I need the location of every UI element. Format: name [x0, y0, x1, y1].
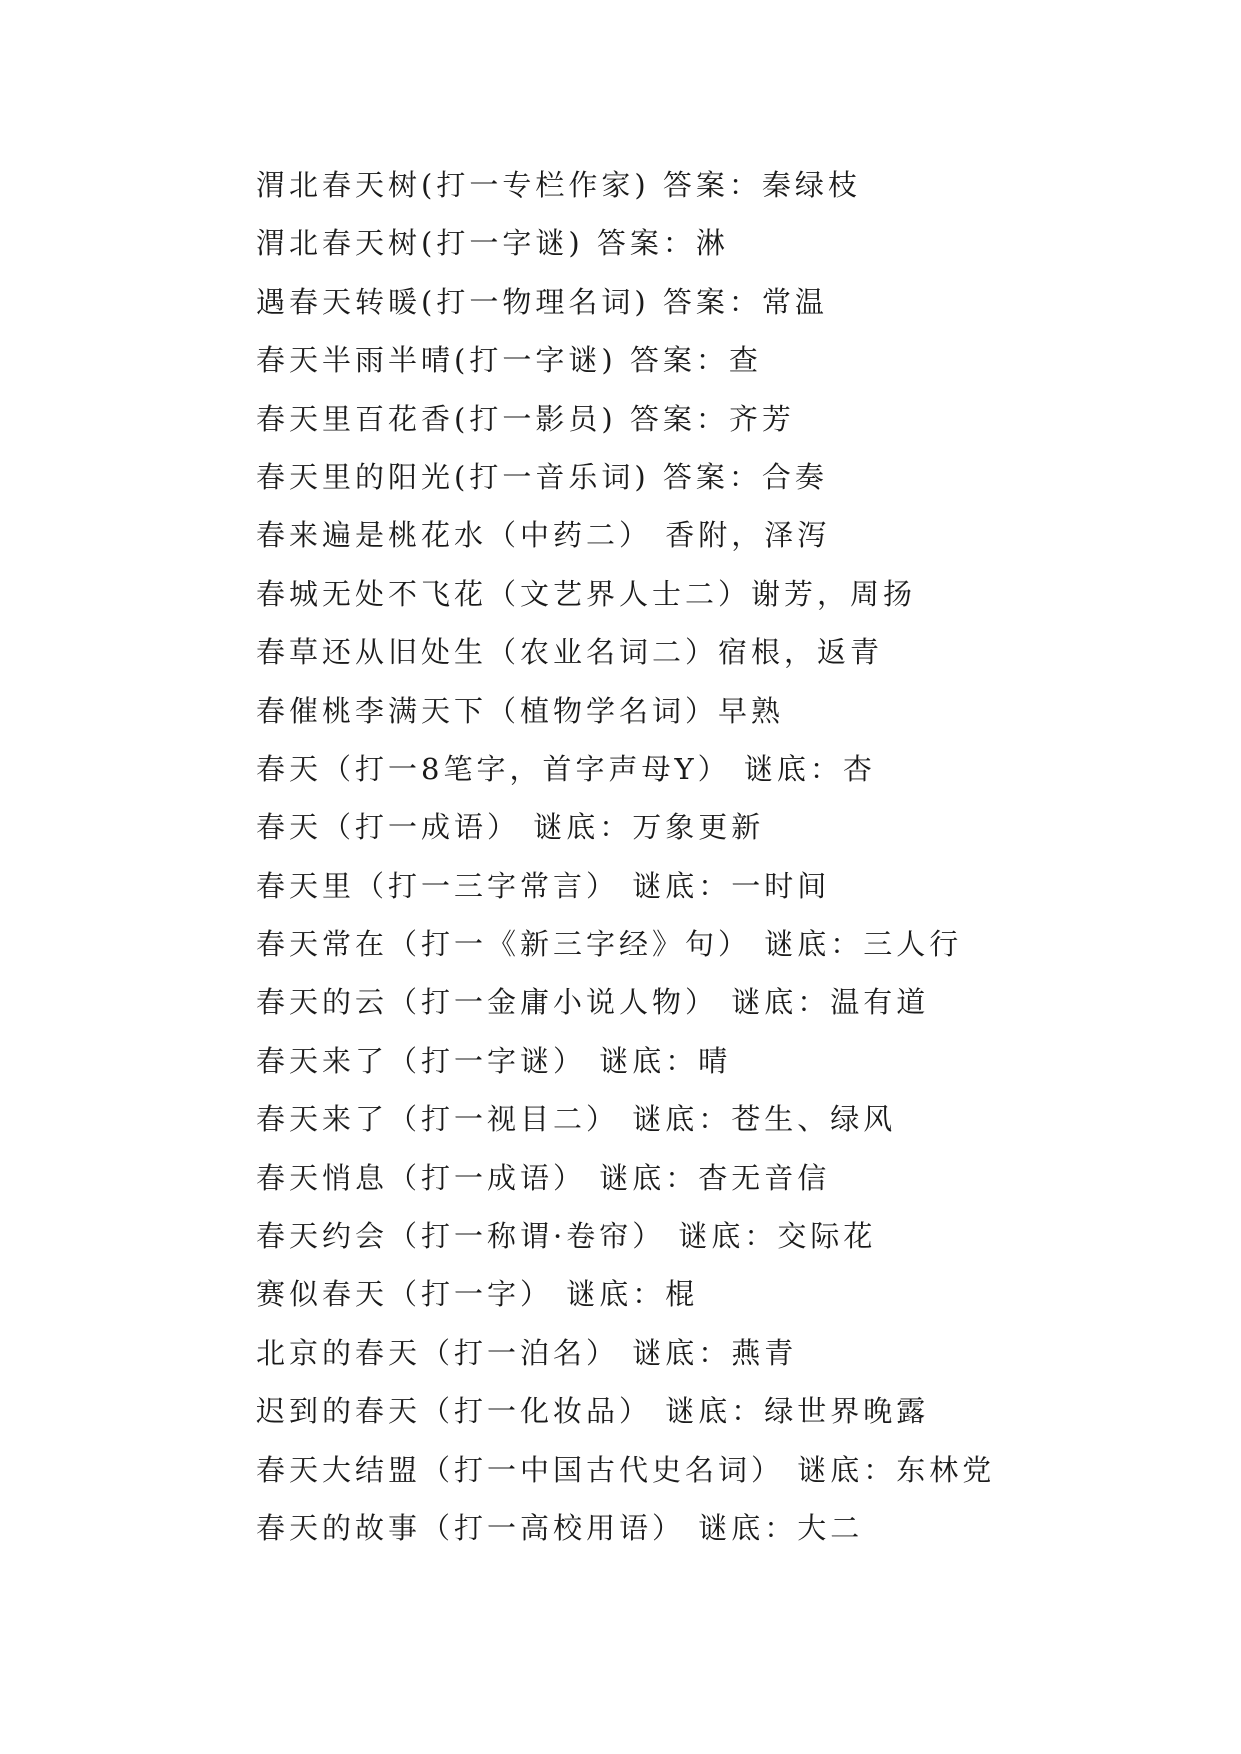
riddle-line: 春天常在（打一《新三字经》句） 谜底：三人行 [256, 927, 963, 962]
riddle-line: 春催桃李满天下（植物学名词）早熟 [256, 693, 785, 728]
riddle-line: 北京的春天（打一泊名） 谜底：燕青 [256, 1335, 798, 1370]
riddle-line: 春天来了（打一视目二） 谜底：苍生、绿风 [256, 1102, 897, 1137]
riddle-line: 春城无处不飞花（文艺界人士二）谢芳，周扬 [256, 576, 917, 611]
riddle-line: 赛似春天（打一字） 谜底：棍 [256, 1277, 699, 1312]
riddle-line: 渭北春天树(打一字谜) 答案：淋 [256, 226, 729, 261]
riddle-line: 遇春天转暖(打一物理名词) 答案：常温 [256, 284, 828, 319]
riddle-line: 春天里百花香(打一影员) 答案：齐芳 [256, 401, 795, 436]
riddle-line: 渭北春天树(打一专栏作家) 答案：秦绿枝 [256, 168, 861, 202]
riddle-line: 春天里（打一三字常言） 谜底：一时间 [256, 868, 831, 903]
riddle-line: 春天的故事（打一高校用语） 谜底：大二 [256, 1510, 864, 1545]
riddle-line: 春天的云（打一金庸小说人物） 谜底：温有道 [256, 985, 930, 1020]
riddle-line: 春草还从旧处生（农业名词二）宿根，返青 [256, 635, 884, 670]
riddle-line: 春天悄息（打一成语） 谜底：杳无音信 [256, 1160, 831, 1195]
riddle-line: 春天（打一8笔字，首字声母Y） 谜底：杏 [256, 751, 876, 786]
riddle-list [256, 159, 995, 1560]
riddle-line: 春天来了（打一字谜） 谜底：晴 [256, 1043, 732, 1078]
riddle-line: 春来遍是桃花水（中药二） 香附，泽泻 [256, 518, 831, 553]
riddle-line: 春天（打一成语） 谜底：万象更新 [256, 810, 765, 845]
riddle-line: 春天约会（打一称谓·卷帘） 谜底：交际花 [256, 1219, 877, 1254]
riddle-line: 春天大结盟（打一中国古代史名词） 谜底：东林党 [256, 1452, 996, 1487]
riddle-line: 春天半雨半晴(打一字谜) 答案：查 [256, 343, 762, 378]
riddle-line: 春天里的阳光(打一音乐词) 答案：合奏 [256, 459, 828, 494]
riddle-line: 迟到的春天（打一化妆品） 谜底：绿世界晚露 [256, 1394, 930, 1429]
